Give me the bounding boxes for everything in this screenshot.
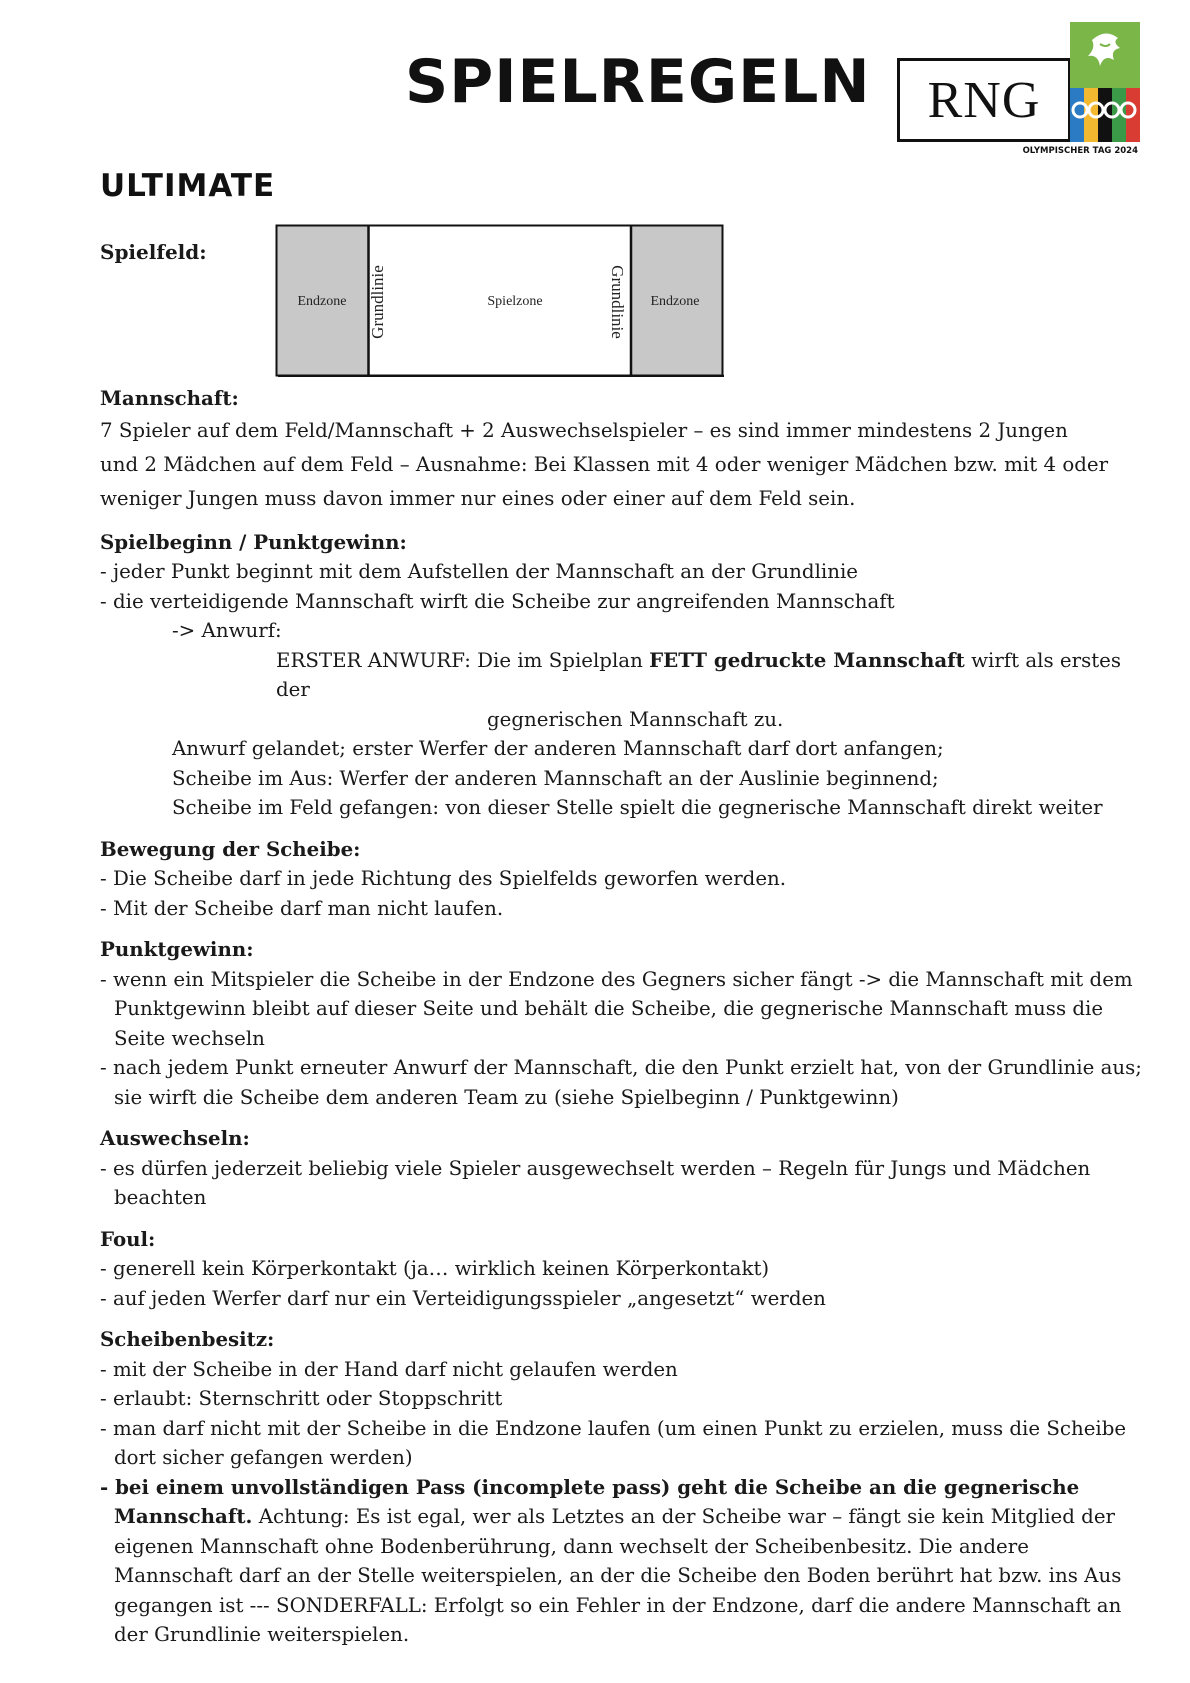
list-item: - nach jedem Punkt erneuter Anwurf der Mannschaft, die den Punkt erzielt hat, von der Grundlinie aus; sie wirft die Scheibe dem anderen Team zu (siehe Spielbeginn / Punktgewinn)	[100, 1056, 1142, 1109]
list-item: - erlaubt: Sternschritt oder Stoppschritt	[100, 1387, 503, 1410]
mannschaft-line: 7 Spieler auf dem Feld/Mannschaft + 2 Auswechselspieler – es sind immer mindestens 2 Jungen	[100, 418, 1068, 442]
foul-heading: Foul:	[100, 1226, 156, 1251]
first-kick-rule	[100, 646, 1150, 735]
list-item: - generell kein Körperkontakt (ja… wirklich keinen Körperkontakt)	[100, 1257, 770, 1280]
first-kick-continuation: gegnerischen Mannschaft zu.	[487, 707, 784, 731]
logo-subtitle: OLYMPISCHER TAG 2024	[1022, 146, 1138, 156]
first-kick-label: ERSTER ANWURF:	[276, 648, 471, 672]
grundlinie-right-label: Grundlinie	[608, 265, 627, 339]
anwurf-case: Scheibe im Feld gefangen: von dieser Stelle spielt die gegnerische Mannschaft direkt weiter	[172, 796, 1103, 819]
anwurf-case: Scheibe im Aus: Werfer der anderen Mannschaft an der Auslinie beginnend;	[172, 766, 939, 790]
bewegung-heading: Bewegung der Scheibe:	[100, 836, 361, 861]
list-item: - man darf nicht mit der Scheibe in die Endzone laufen (um einen Punkt zu erzielen, muss die Scheibe dort sicher gefangen werden)	[100, 1416, 1127, 1469]
endzone-right-label: Endzone	[650, 294, 700, 309]
anwurf-label: -> Anwurf:	[172, 619, 282, 642]
list-item: - Mit der Scheibe darf man nicht laufen.	[100, 896, 504, 920]
incomplete-pass-bold: - bei einem unvollständigen Pass (incomplete pass) geht die Scheibe an die gegnerische Mannschaft.	[100, 1474, 1080, 1528]
logo-box	[897, 58, 1071, 142]
mannschaft-heading: Mannschaft:	[100, 386, 239, 410]
punktgewinn-heading: Punktgewinn:	[100, 937, 254, 961]
olympic-emblem-icon	[1070, 22, 1140, 142]
first-kick-text: Die im Spielplan	[470, 648, 650, 672]
auswechseln-heading: Auswechseln:	[100, 1126, 250, 1150]
mannschaft-line: und 2 Mädchen auf dem Feld – Ausnahme: Bei Klassen mit 4 oder weniger Mädchen bzw. mit 4 oder	[100, 452, 1109, 476]
spielzone-label: Spielzone	[487, 294, 543, 309]
rules-content	[100, 384, 1150, 1650]
logo-text: RNG	[927, 71, 1041, 129]
list-item: - Die Scheibe darf in jede Richtung des Spielfelds geworfen werden.	[100, 867, 787, 890]
first-kick-text: wirft als erstes der	[276, 648, 1122, 701]
list-item: - auf jeden Werfer darf nur ein Verteidigungsspieler „angesetzt“ werden	[100, 1286, 826, 1310]
list-item: - die verteidigende Mannschaft wirft die Scheibe zur angreifenden Mannschaft	[100, 589, 895, 613]
page-title: SPIELREGELN	[405, 47, 871, 117]
spielbeginn-heading: Spielbeginn / Punktgewinn:	[100, 529, 407, 554]
first-kick-bold: FETT gedruckte Mannschaft	[649, 647, 965, 672]
list-item: - es dürfen jederzeit beliebig viele Spieler ausgewechselt werden – Regeln für Jungs und Mädchen beachten	[100, 1156, 1091, 1209]
field-label: Spielfeld:	[100, 240, 207, 264]
list-item: - wenn ein Mitspieler die Scheibe in der Endzone des Gegners sicher fängt -> die Mannschaft mit dem Punktgewinn bleibt auf dieser Seite und behält die Scheibe, die gegnerische Mannschaft muss die Seite wechseln	[100, 967, 1133, 1050]
mannschaft-line: weniger Jungen muss davon immer nur eines oder einer auf dem Feld sein.	[100, 486, 856, 510]
field-diagram	[275, 224, 724, 377]
list-item: - jeder Punkt beginnt mit dem Aufstellen der Mannschaft an der Grundlinie	[100, 560, 859, 583]
list-item-incomplete-pass	[100, 1473, 1150, 1650]
sport-title: ULTIMATE	[100, 168, 276, 204]
incomplete-pass-text: Achtung: Es ist egal, wer als Letztes an der Scheibe war – fängt sie kein Mitglied der eigenen Mannschaft ohne Bodenberührung, dann wechselt der Scheibenbesitz. Die andere Mannschaft darf an der Stelle weiterspielen, an der die Scheibe den Boden berührt hat bzw. ins Aus gegangen ist --- SONDERFALL: Erfolgt so ein Fehler in der Endzone, darf die andere Mannschaft an der Grundlinie weiterspielen.	[114, 1505, 1122, 1646]
endzone-left-label: Endzone	[297, 294, 347, 309]
rng-logo	[897, 22, 1141, 162]
list-item: - mit der Scheibe in der Hand darf nicht gelaufen werden	[100, 1357, 678, 1381]
scheibenbesitz-heading: Scheibenbesitz:	[100, 1327, 275, 1351]
grundlinie-left-label: Grundlinie	[368, 265, 387, 339]
anwurf-case: Anwurf gelandet; erster Werfer der anderen Mannschaft darf dort anfangen;	[172, 737, 944, 760]
